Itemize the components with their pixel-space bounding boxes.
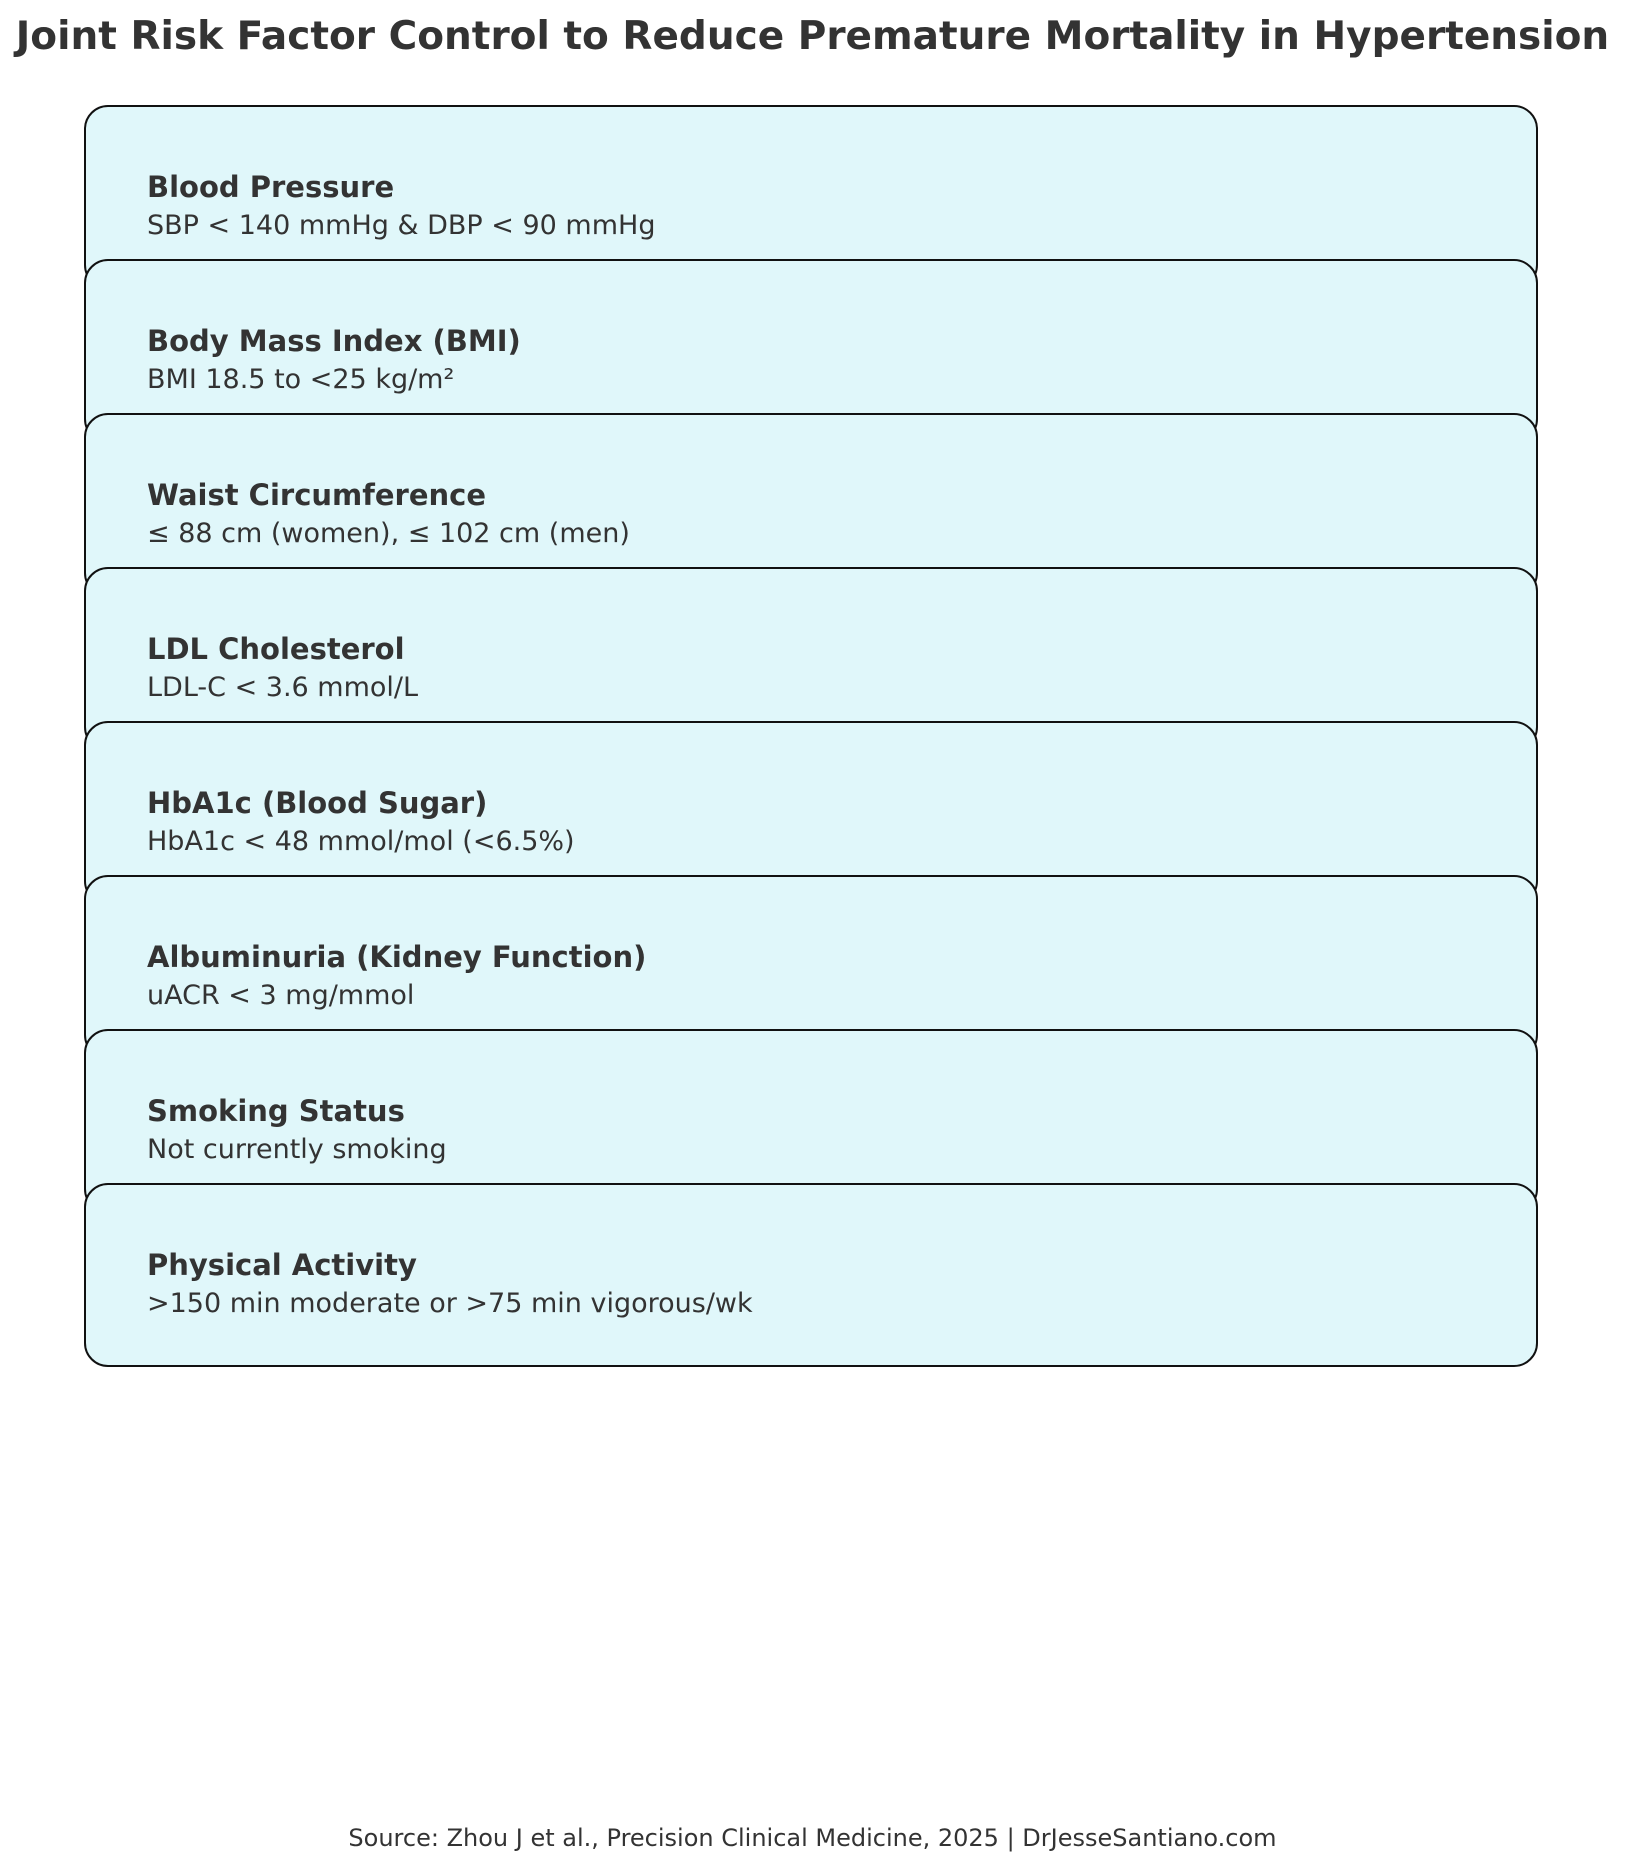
- diagram-title: Joint Risk Factor Control to Reduce Premature Mortality in Hypertension: [15, 14, 1610, 59]
- risk-factor-target: LDL-C < 3.6 mmol/L: [147, 672, 419, 703]
- source-citation: Source: Zhou J et al., Precision Clinical Medicine, 2025 | DrJesseSantiano.com: [348, 1824, 1277, 1852]
- risk-factor-label: Blood Pressure: [147, 170, 395, 204]
- risk-factor-label: LDL Cholesterol: [147, 632, 405, 666]
- risk-factor-label: Albuminuria (Kidney Function): [147, 940, 647, 974]
- risk-factor-label: Smoking Status: [147, 1094, 405, 1128]
- risk-factor-target: >150 min moderate or >75 min vigorous/wk: [147, 1288, 753, 1319]
- risk-factor-label: HbA1c (Blood Sugar): [147, 786, 488, 820]
- risk-factor-label: Body Mass Index (BMI): [147, 324, 521, 358]
- risk-factor-card-physical-activity: [84, 1183, 1538, 1367]
- risk-factor-target: uACR < 3 mg/mmol: [147, 980, 415, 1011]
- risk-factor-target: HbA1c < 48 mmol/mol (<6.5%): [147, 826, 575, 857]
- risk-factor-label: Physical Activity: [147, 1248, 417, 1282]
- risk-factor-target: BMI 18.5 to <25 kg/m²: [147, 364, 455, 395]
- risk-factor-target: Not currently smoking: [147, 1134, 447, 1165]
- risk-factor-target: ≤ 88 cm (women), ≤ 102 cm (men): [147, 518, 630, 549]
- risk-factor-label: Waist Circumference: [147, 478, 487, 512]
- risk-factor-target: SBP < 140 mmHg & DBP < 90 mmHg: [147, 210, 656, 241]
